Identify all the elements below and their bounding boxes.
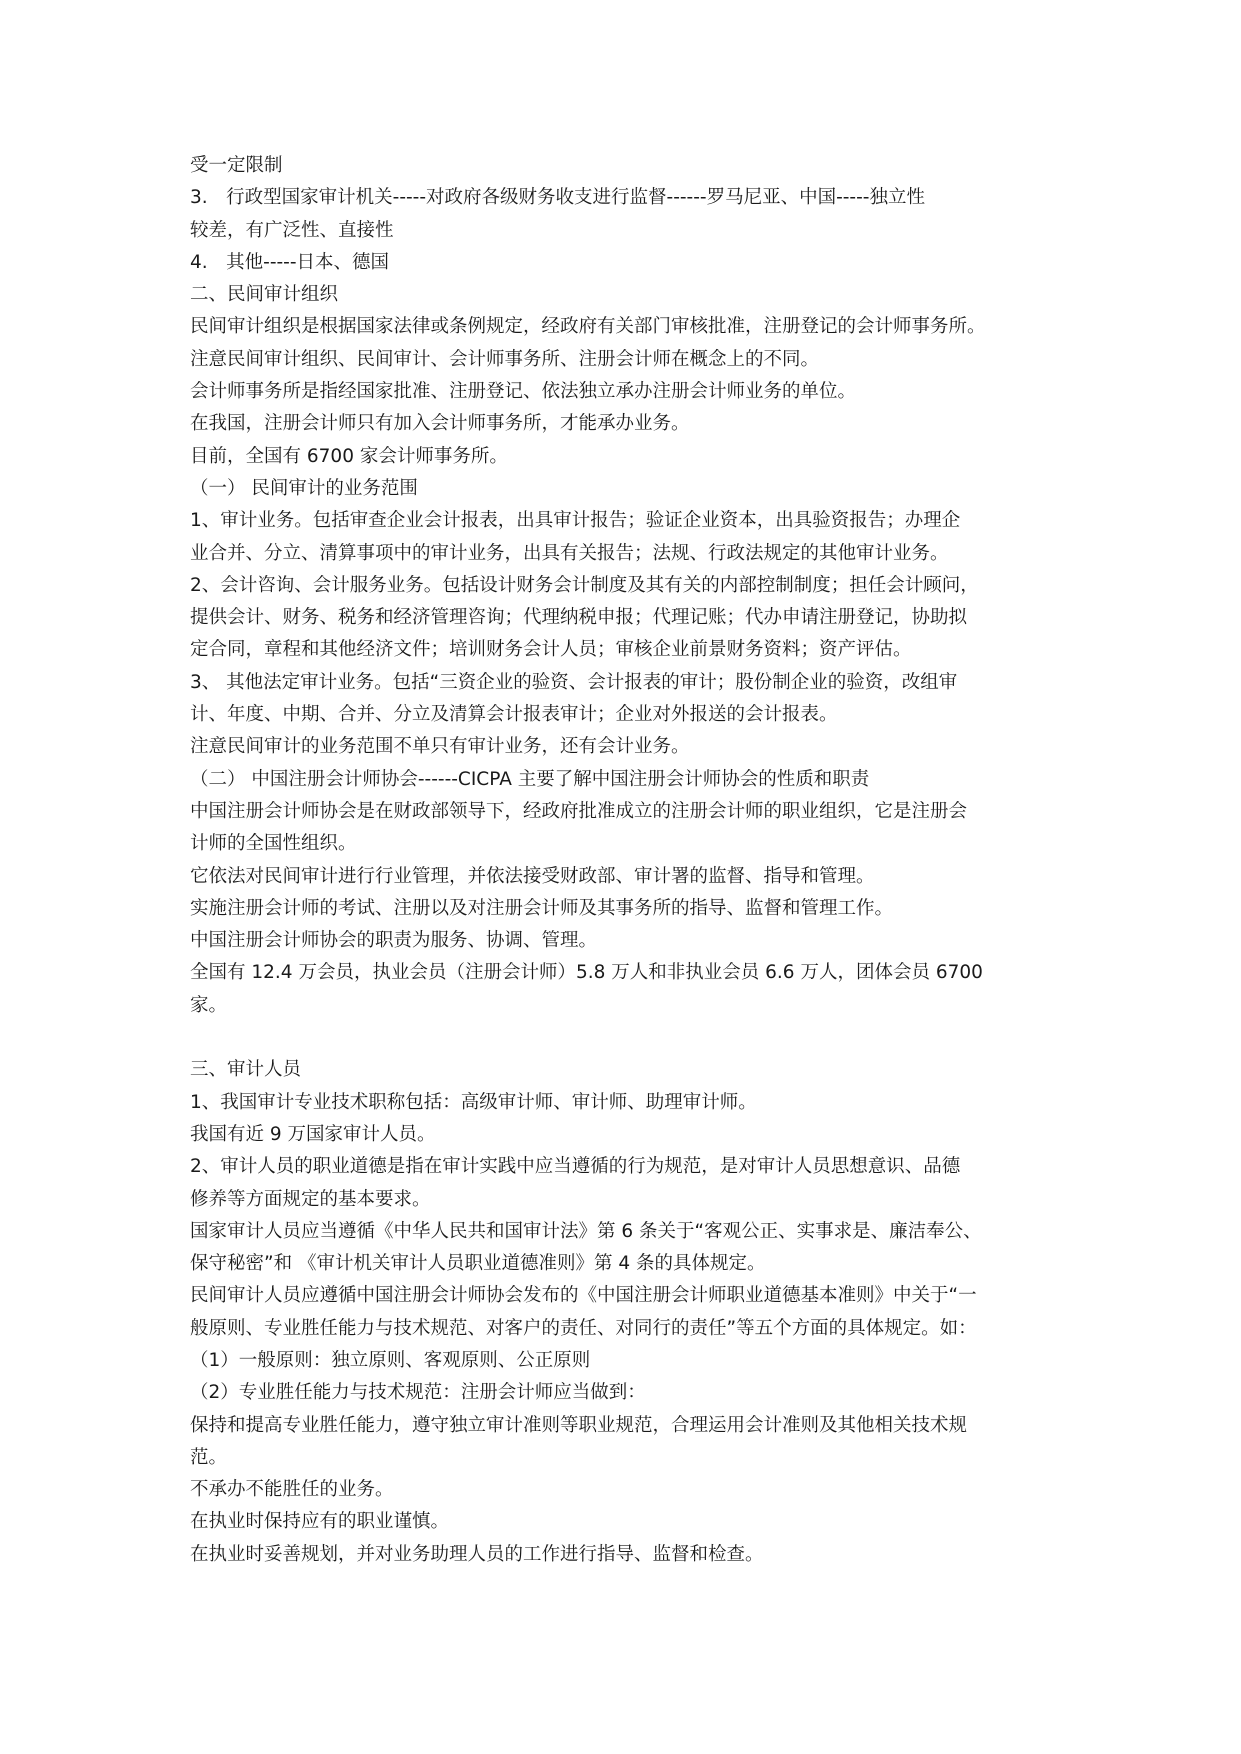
blank-line [190,1022,1060,1054]
text-line: 1、审计业务。包括审查企业会计报表，出具审计报告；验证企业资本，出具验资报告；办理企 [190,510,961,532]
text-line: 保持和提高专业胜任能力，遵守独立审计准则等职业规范，合理运用会计准则及其他相关技术规 [190,1414,968,1436]
text-line: 目前，全国有 6700 家会计师事务所。 [190,445,508,467]
text-line: 业合并、分立、清算事项中的审计业务，出具有关报告；法规、行政法规定的其他审计业务。 [190,542,949,564]
text-line: 民间审计人员应遵循中国注册会计师协会发布的《中国注册会计师职业道德基本准则》中关于“一 [190,1285,977,1307]
text-line: （二） 中国注册会计师协会------CICPA 主要了解中国注册会计师协会的性质和职责 [190,768,870,790]
text-line: 不承办不能胜任的业务。 [190,1479,394,1501]
text-line: （一） 民间审计的业务范围 [190,477,418,499]
text-line: 受一定限制 [190,155,283,176]
text-line: 定合同，章程和其他经济文件；培训财务会计人员；审核企业前景财务资料；资产评估。 [190,639,912,661]
text-line: 3、 其他法定审计业务。包括“三资企业的验资、会计报表的审计；股份制企业的验资，改组审 [190,671,958,693]
text-line: 计、年度、中期、合并、分立及清算会计报表审计；企业对外报送的会计报表。 [190,704,838,726]
text-line: 会计师事务所是指经国家批准、注册登记、依法独立承办注册会计师业务的单位。 [190,381,857,403]
text-line: 注意民间审计的业务范围不单只有审计业务，还有会计业务。 [190,736,690,758]
text-line: （1）一般原则：独立原则、客观原则、公正原则 [190,1349,591,1371]
text-line: 较差，有广泛性、直接性 [190,219,394,241]
text-line: 在执业时妥善规划，并对业务助理人员的工作进行指导、监督和检查。 [190,1543,764,1565]
text-line: 中国注册会计师协会的职责为服务、协调、管理。 [190,930,598,952]
text-line: 三、审计人员 [190,1059,302,1081]
text-line: 我国有近 9 万国家审计人员。 [190,1123,436,1145]
text-line: 家。 [190,994,228,1016]
text-line: 实施注册会计师的考试、注册以及对注册会计师及其事务所的指导、监督和管理工作。 [190,897,894,919]
text-line: 全国有 12.4 万会员，执业会员（注册会计师）5.8 万人和非执业会员 6.6 万人，团体会员 6700 [190,962,983,984]
text-line: 3. 行政型国家审计机关-----对政府各级财务收支进行监督------罗马尼亚、中国-----独立性 [190,187,925,209]
text-line: 保守秘密”和 《审计机关审计人员职业道德准则》第 4 条的具体规定。 [190,1253,766,1275]
text-line: 提供会计、财务、税务和经济管理咨询；代理纳税申报；代理记账；代办申请注册登记，协助拟 [190,607,968,629]
text-line: 在我国，注册会计师只有加入会计师事务所，才能承办业务。 [190,413,690,435]
text-line: 国家审计人员应当遵循《中华人民共和国审计法》第 6 条关于“客观公正、实事求是、廉洁奉公、 [190,1220,982,1242]
text-line: 2、会计咨询、会计服务业务。包括设计财务会计制度及其有关的内部控制制度；担任会计顾问， [190,574,979,596]
text-line: 中国注册会计师协会是在财政部领导下，经政府批准成立的注册会计师的职业组织，它是注册会 [190,800,968,822]
text-line: 2、审计人员的职业道德是指在审计实践中应当遵循的行为规范，是对审计人员思想意识、品德 [190,1156,961,1178]
text-line: 注意民间审计组织、民间审计、会计师事务所、注册会计师在概念上的不同。 [190,348,820,370]
text-line: 4. 其他-----日本、德国 [190,251,390,273]
document-page [190,150,1060,1571]
text-line: 民间审计组织是根据国家法律或条例规定，经政府有关部门审核批准，注册登记的会计师事务所。 [190,316,986,338]
text-line: 1、我国审计专业技术职称包括：高级审计师、审计师、助理审计师。 [190,1091,757,1113]
text-line: 般原则、专业胜任能力与技术规范、对客户的责任、对同行的责任”等五个方面的具体规定。如： [190,1317,977,1339]
text-line: 修养等方面规定的基本要求。 [190,1188,431,1210]
text-line: 二、民间审计组织 [190,284,339,306]
text-line: 在执业时保持应有的职业谨慎。 [190,1511,450,1533]
text-line: 计师的全国性组织。 [190,833,357,855]
text-line: 范。 [190,1446,228,1468]
text-line: （2）专业胜任能力与技术规范：注册会计师应当做到： [190,1382,646,1404]
text-line: 它依法对民间审计进行行业管理，并依法接受财政部、审计署的监督、指导和管理。 [190,865,875,887]
